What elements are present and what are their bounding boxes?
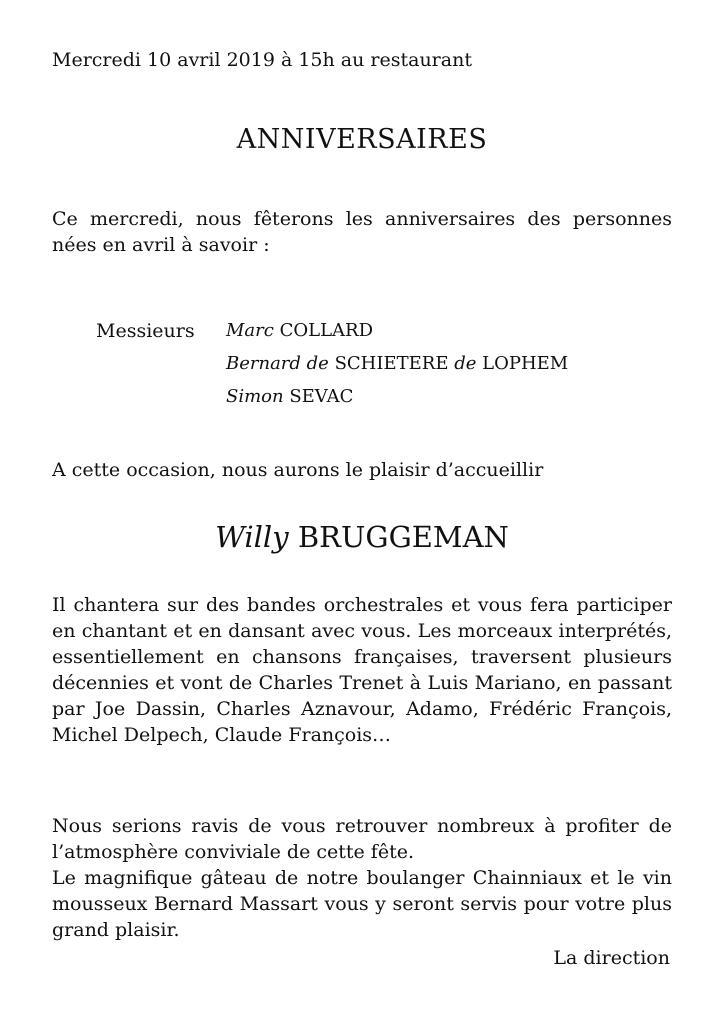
artist-first-name: Willy — [215, 520, 289, 554]
artist-name — [0, 519, 724, 555]
celebrant-name — [226, 385, 353, 409]
celebrant-name-particle: de — [454, 353, 477, 374]
celebrant-last-name-2: LOPHEM — [482, 353, 569, 374]
celebrant-name — [226, 352, 568, 376]
signature: La direction — [553, 947, 670, 969]
occasion-line: A cette occasion, nous aurons le plaisir d’accueillir — [52, 459, 544, 481]
artist-last-name: BRUGGEMAN — [297, 520, 509, 554]
celebrant-first-name: Simon — [226, 386, 284, 407]
ravis-sentence: Nous serions ravis de vous retrouver nombreux à profiter de l’atmosphère conviviale de cette fête. — [52, 815, 672, 863]
cake-sentence: Le magnifique gâteau de notre boulanger Chainniaux et le vin mousseux Bernard Massart vous y seront servis pour votre plus grand plaisir. — [52, 867, 672, 941]
closing-paragraphs — [52, 813, 672, 943]
celebrant-first-name: Marc — [226, 320, 274, 341]
celebrant-last-name: COLLARD — [279, 320, 374, 341]
songs-paragraph: Il chantera sur des bandes orchestrales et vous fera participer en chantant et en dansant avec vous. Les morceaux interprétés, essentiellement en chansons françaises, traversent plusieurs décennies et vont de Charles Trenet à Luis Mariano, en passant par Joe Dassin, Charles Aznavour, Adamo, Frédéric François, Michel Delpech, Claude François… — [52, 594, 672, 746]
celebrant-name — [226, 319, 373, 343]
date-line: Mercredi 10 avril 2019 à 15h au restaurant — [52, 49, 472, 71]
intro-paragraph: Ce mercredi, nous fêterons les anniversaires des personnes nées en avril à savoir : — [52, 208, 672, 256]
document-title: ANNIVERSAIRES — [236, 124, 488, 155]
celebrant-last-name: SCHIETERE — [334, 353, 449, 374]
celebrants-label: Messieurs — [96, 320, 195, 342]
celebrant-last-name: SEVAC — [289, 386, 354, 407]
celebrant-first-name: Bernard de — [226, 353, 329, 374]
